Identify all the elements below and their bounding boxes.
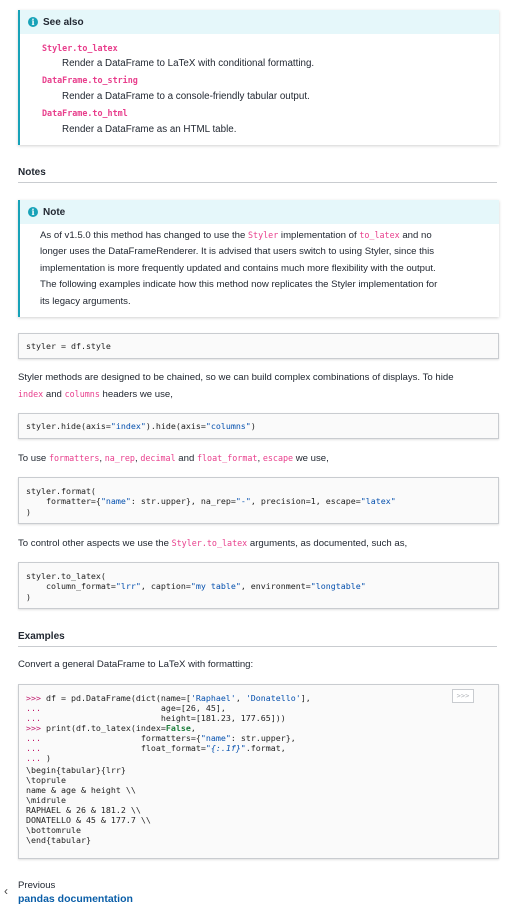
previous-label: Previous bbox=[18, 880, 56, 891]
paragraph-chaining bbox=[18, 370, 498, 404]
previous-title: pandas documentation bbox=[18, 893, 133, 905]
paragraph-control: To control other aspects we use the Styler.to_latex arguments, as documented, such as, bbox=[18, 538, 408, 549]
code-line: ... float_format="{:.1f}".format, bbox=[26, 743, 286, 753]
code-line: styler.hide(axis="index").hide(axis="columns") bbox=[26, 421, 256, 431]
code-line: ... formatters={"name": str.upper}, bbox=[26, 733, 296, 743]
code-line: ... ) bbox=[26, 753, 51, 763]
inline-code: columns bbox=[64, 389, 100, 400]
code-line: column_format="lrr", caption="my table", environment="longtable" bbox=[26, 581, 366, 591]
output-line: DONATELLO & 45 & 177.7 \\ bbox=[26, 815, 151, 825]
chevron-left-icon: ‹ bbox=[4, 884, 8, 898]
output-line: \toprule bbox=[26, 775, 66, 785]
inline-code: to_latex bbox=[359, 230, 400, 240]
code-block-styler bbox=[18, 333, 499, 359]
inline-code: Styler.to_latex bbox=[171, 538, 248, 548]
code-block-example bbox=[18, 684, 499, 859]
inline-code: formatters bbox=[48, 453, 100, 463]
code-line: ... age=[26, 45], bbox=[26, 703, 226, 713]
see-also-desc: Render a DataFrame to LaTeX with conditional formatting. bbox=[62, 58, 315, 69]
paragraph-line: index and columns headers we use, bbox=[18, 389, 173, 401]
see-also-link-dataframe-to-html[interactable]: DataFrame.to_html bbox=[42, 108, 128, 118]
code-line: >>> df = pd.DataFrame(dict(name=['Raphael', 'Donatello'], bbox=[26, 693, 311, 703]
note-line: As of v1.5.0 this method has changed to use the Styler implementation of to_latex and no bbox=[40, 230, 432, 241]
code-block-to-latex bbox=[18, 562, 499, 609]
inline-code: float_format bbox=[196, 453, 258, 463]
note-line: longer uses the DataFrameRenderer. It is advised that users switch to using Styler, since this bbox=[40, 246, 435, 258]
code-line: styler.to_latex( bbox=[26, 571, 106, 581]
inline-code: index bbox=[18, 389, 44, 400]
notes-heading: Notes bbox=[18, 167, 497, 183]
note-title-bar bbox=[20, 200, 499, 224]
code-block-format bbox=[18, 477, 499, 524]
output-line: \bottomrule bbox=[26, 825, 81, 835]
examples-intro: Convert a general DataFrame to LaTeX with formatting: bbox=[18, 659, 254, 670]
see-also-link-styler-to-latex[interactable]: Styler.to_latex bbox=[42, 43, 118, 53]
code-line: styler = df.style bbox=[26, 341, 111, 351]
note-line: its legacy arguments. bbox=[40, 295, 131, 307]
note-line: The following examples indicate how this method now replicates the Styler implementation for bbox=[40, 279, 438, 291]
note-line: implementation is more frequently updated and contains much more flexibility with the output. bbox=[40, 262, 436, 274]
see-also-link-dataframe-to-string[interactable]: DataFrame.to_string bbox=[42, 75, 138, 85]
copy-prompt-toggle-button[interactable]: >>> bbox=[452, 689, 474, 703]
code-line: ... height=[181.23, 177.65])) bbox=[26, 713, 286, 723]
see-also-desc: Render a DataFrame as an HTML table. bbox=[62, 124, 237, 135]
output-line: name & age & height \\ bbox=[26, 785, 136, 795]
output-line: \midrule bbox=[26, 795, 66, 805]
info-icon: i bbox=[28, 207, 38, 217]
output-line: \end{tabular} bbox=[26, 835, 91, 845]
examples-heading: Examples bbox=[18, 631, 497, 647]
previous-page-link[interactable] bbox=[4, 878, 204, 908]
code-line: styler.format( bbox=[26, 486, 96, 496]
info-icon: i bbox=[28, 17, 38, 27]
output-line: RAPHAEL & 26 & 181.2 \\ bbox=[26, 805, 141, 815]
see-also-desc: Render a DataFrame to a console-friendly tabular output. bbox=[62, 91, 310, 102]
note-title: Note bbox=[43, 206, 66, 218]
code-line: ) bbox=[26, 592, 31, 602]
see-also-title: See also bbox=[43, 16, 84, 28]
inline-code: decimal bbox=[140, 453, 176, 463]
code-line: >>> print(df.to_latex(index=False, bbox=[26, 723, 196, 733]
inline-code: escape bbox=[262, 453, 294, 463]
paragraph-line: Styler methods are designed to be chained, so we can build complex combinations of displays. To hide bbox=[18, 372, 454, 383]
inline-code: Styler bbox=[248, 230, 279, 240]
output-line: \begin{tabular}{lrr} bbox=[26, 765, 126, 775]
code-line: formatter={"name": str.upper}, na_rep="-", precision=1, escape="latex" bbox=[26, 496, 396, 506]
note-body bbox=[40, 227, 490, 310]
see-also-title-bar bbox=[20, 10, 499, 34]
code-line: ) bbox=[26, 507, 31, 517]
code-block-hide bbox=[18, 413, 499, 439]
see-also-admonition bbox=[18, 10, 499, 145]
paragraph-format: To use formatters, na_rep, decimal and float_format, escape we use, bbox=[18, 453, 329, 464]
inline-code: na_rep bbox=[104, 453, 135, 463]
